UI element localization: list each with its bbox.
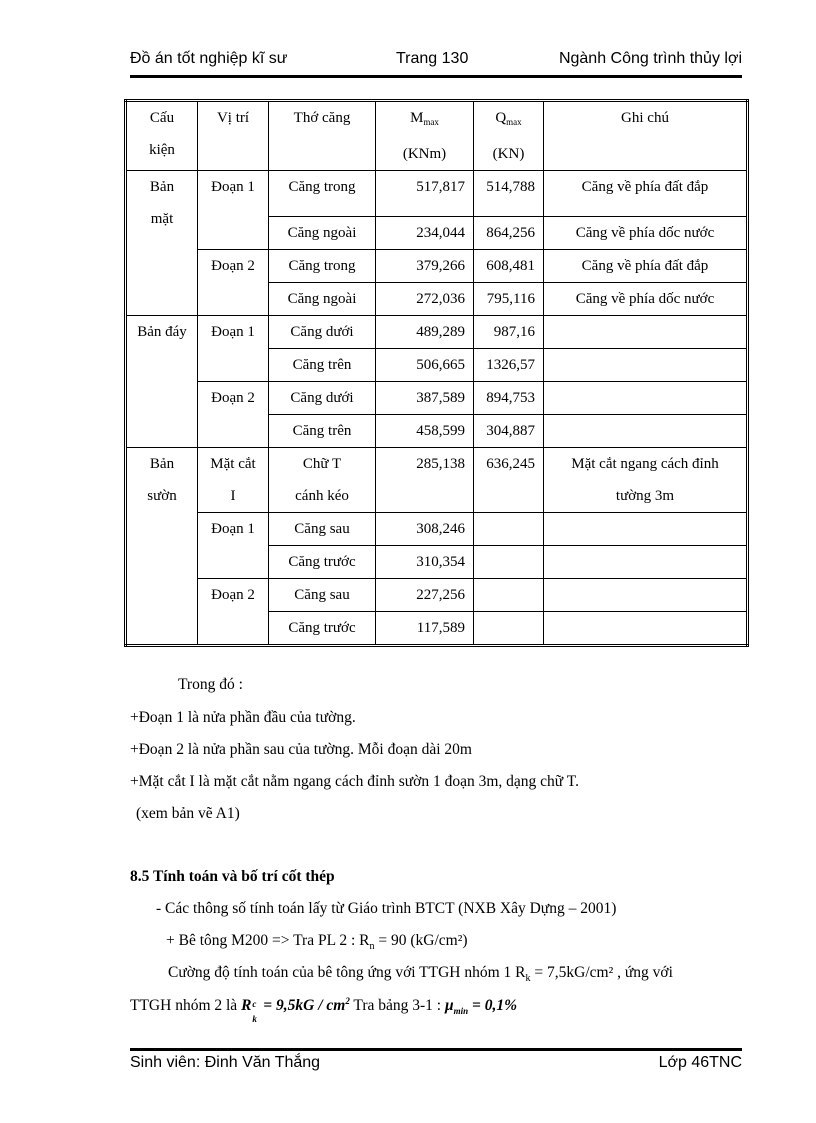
fiber-cell: Căng trước [269, 612, 376, 646]
qmax-cell: 864,256 [474, 217, 544, 250]
footer-class: Lớp 46TNC [658, 1054, 742, 1071]
rk-superscript: c [252, 999, 257, 1010]
mmax-cell: 117,589 [376, 612, 474, 646]
note-cell: Căng về phía dốc nước [544, 283, 748, 316]
fiber-cell: Căng trên [269, 349, 376, 382]
mmax-cell: 310,354 [376, 546, 474, 579]
note-cell [544, 415, 748, 448]
header-rule [130, 75, 742, 78]
strength-value: = 7,5kG/cm² , ứng với [530, 964, 673, 981]
concrete-value: = 90 (kG/cm²) [374, 932, 468, 949]
fiber-cell: Căng sau [269, 579, 376, 612]
fiber-line: Chữ T [302, 456, 342, 472]
fiber-line: cánh kéo [295, 488, 349, 504]
position-line: I [230, 488, 236, 504]
header-mmax [376, 101, 474, 171]
note-cell [544, 448, 748, 513]
fiber-cell [269, 448, 376, 513]
header-note: Ghi chú [544, 101, 748, 171]
position-cell: Đoạn 1 [198, 513, 269, 579]
header-left: Đồ án tốt nghiệp kĩ sư [130, 50, 288, 67]
paragraph-strength-1 [168, 964, 673, 984]
mu-subscript: min [453, 1006, 469, 1017]
qmax-cell: 304,887 [474, 415, 544, 448]
paragraph-params: - Các thông số tính toán lấy từ Giáo trình BTCT (NXB Xây Dựng – 2001) [156, 900, 617, 917]
note-cell [544, 513, 748, 546]
position-cell: Đoạn 1 [198, 171, 269, 250]
fiber-cell: Căng trước [269, 546, 376, 579]
header-component-l1: Cấu [149, 110, 175, 126]
position-cell: Đoạn 2 [198, 250, 269, 316]
group-ban-day: Bản đáy [126, 316, 198, 448]
group-label: mặt [150, 211, 174, 227]
fiber-cell: Căng trên [269, 415, 376, 448]
mmax-cell: 227,256 [376, 579, 474, 612]
table-row [126, 250, 748, 283]
internal-forces-table [124, 99, 749, 647]
bullet-doan-2: +Đoạn 2 là nửa phần sau của tường. Mỗi đoạn dài 20m [130, 741, 472, 758]
header-right: Ngành Công trình thủy lợi [558, 50, 742, 67]
mu-value: = 0,1% [468, 997, 518, 1015]
page-footer [130, 1054, 742, 1078]
qmax-cell [474, 612, 544, 646]
group-label: Bản [149, 179, 175, 195]
qmax-cell: 894,753 [474, 382, 544, 415]
table-row [126, 448, 748, 513]
qmax-symbol: Q [495, 110, 507, 126]
qmax-cell: 608,481 [474, 250, 544, 283]
position-cell: Đoạn 1 [198, 316, 269, 382]
rk2-subscript: k [252, 1014, 257, 1025]
note-cell: Căng về phía đất đắp [544, 250, 748, 283]
group-label: sườn [147, 488, 177, 504]
footer-rule [130, 1048, 742, 1051]
note-cell [544, 546, 748, 579]
mmax-cell: 458,599 [376, 415, 474, 448]
fiber-cell: Căng trong [269, 171, 376, 217]
qmax-cell: 636,245 [474, 448, 544, 513]
fiber-cell: Căng ngoài [269, 283, 376, 316]
qmax-cell [474, 513, 544, 546]
section-heading: 8.5 Tính toán và bố trí cốt thép [130, 868, 335, 885]
paragraph-concrete [166, 932, 468, 952]
bullet-doan-1: +Đoạn 1 là nửa phần đầu của tường. [130, 709, 356, 726]
rn-subscript: n [369, 941, 375, 953]
table-lookup-text: Tra bảng 3-1 : [349, 997, 445, 1015]
position-cell: Đoạn 2 [198, 579, 269, 646]
qmax-cell [474, 579, 544, 612]
fiber-cell: Căng sau [269, 513, 376, 546]
header-qmax [474, 101, 544, 171]
table-header-row [126, 101, 748, 171]
note-cell [544, 612, 748, 646]
mmax-cell: 517,817 [376, 171, 474, 217]
mu-min-formula [445, 997, 518, 1017]
concrete-text: + Bê tông M200 => Tra PL 2 : R [166, 932, 370, 949]
table-row [126, 579, 748, 612]
mmax-cell: 379,266 [376, 250, 474, 283]
note-cell [544, 579, 748, 612]
note-cell: Căng về phía đất đắp [544, 171, 748, 217]
rk-value: = 9,5kG / cm [259, 997, 346, 1015]
rkc-formula [241, 996, 350, 1025]
position-line: Mặt cắt [210, 456, 256, 472]
table-row [126, 513, 748, 546]
qmax-subscript: max [506, 117, 522, 127]
mmax-cell: 387,589 [376, 382, 474, 415]
note-cell: Căng về phía dốc nước [544, 217, 748, 250]
mmax-cell: 272,036 [376, 283, 474, 316]
note-line: Mặt cắt ngang cách đỉnh [571, 456, 719, 472]
fiber-cell: Căng trong [269, 250, 376, 283]
footer-student: Sinh viên: Đinh Văn Thắng [130, 1054, 321, 1071]
mmax-cell: 308,246 [376, 513, 474, 546]
mmax-cell: 506,665 [376, 349, 474, 382]
mu-symbol: μ [445, 997, 454, 1015]
mmax-subscript: max [423, 117, 439, 127]
group-ban-mat [126, 171, 198, 316]
mmax-cell: 285,138 [376, 448, 474, 513]
qmax-cell: 514,788 [474, 171, 544, 217]
mmax-unit: (KNm) [402, 146, 447, 162]
header-component [126, 101, 198, 171]
strength2-text: TTGH nhóm 2 là [130, 997, 242, 1015]
fiber-cell: Căng ngoài [269, 217, 376, 250]
position-cell [198, 448, 269, 513]
fiber-cell: Căng dưới [269, 382, 376, 415]
table-row [126, 171, 748, 217]
header-position: Vị trí [198, 101, 269, 171]
note-cell [544, 316, 748, 349]
drawing-reference: (xem bản vẽ A1) [136, 805, 240, 822]
header-component-l2: kiện [149, 142, 175, 158]
mmax-symbol: M [410, 110, 424, 126]
note-cell [544, 349, 748, 382]
where-label: Trong đó : [178, 676, 243, 693]
position-cell: Đoạn 2 [198, 382, 269, 448]
strength-text: Cường độ tính toán của bê tông ứng với TTGH nhóm 1 R [168, 964, 526, 981]
qmax-unit: (KN) [492, 146, 525, 162]
rk-symbol: R [241, 997, 252, 1015]
qmax-cell: 795,116 [474, 283, 544, 316]
page-header [130, 50, 742, 74]
mmax-cell: 489,289 [376, 316, 474, 349]
table-row [126, 316, 748, 349]
qmax-cell [474, 546, 544, 579]
fiber-cell: Căng dưới [269, 316, 376, 349]
group-ban-suon [126, 448, 198, 646]
mmax-cell: 234,044 [376, 217, 474, 250]
header-fiber: Thớ căng [269, 101, 376, 171]
group-label: Bản [149, 456, 175, 472]
bullet-mat-cat-1: +Mặt cắt I là mặt cắt nằm ngang cách đỉnh sườn 1 đoạn 3m, dạng chữ T. [130, 773, 579, 790]
table-row [126, 382, 748, 415]
paragraph-strength-2 [130, 996, 518, 1025]
cm-superscript: 2 [345, 996, 350, 1006]
note-line: tường 3m [615, 488, 675, 504]
qmax-cell: 987,16 [474, 316, 544, 349]
qmax-cell: 1326,57 [474, 349, 544, 382]
note-cell [544, 382, 748, 415]
header-page-number: Trang 130 [396, 50, 469, 67]
rk-subscript: k [525, 973, 531, 985]
